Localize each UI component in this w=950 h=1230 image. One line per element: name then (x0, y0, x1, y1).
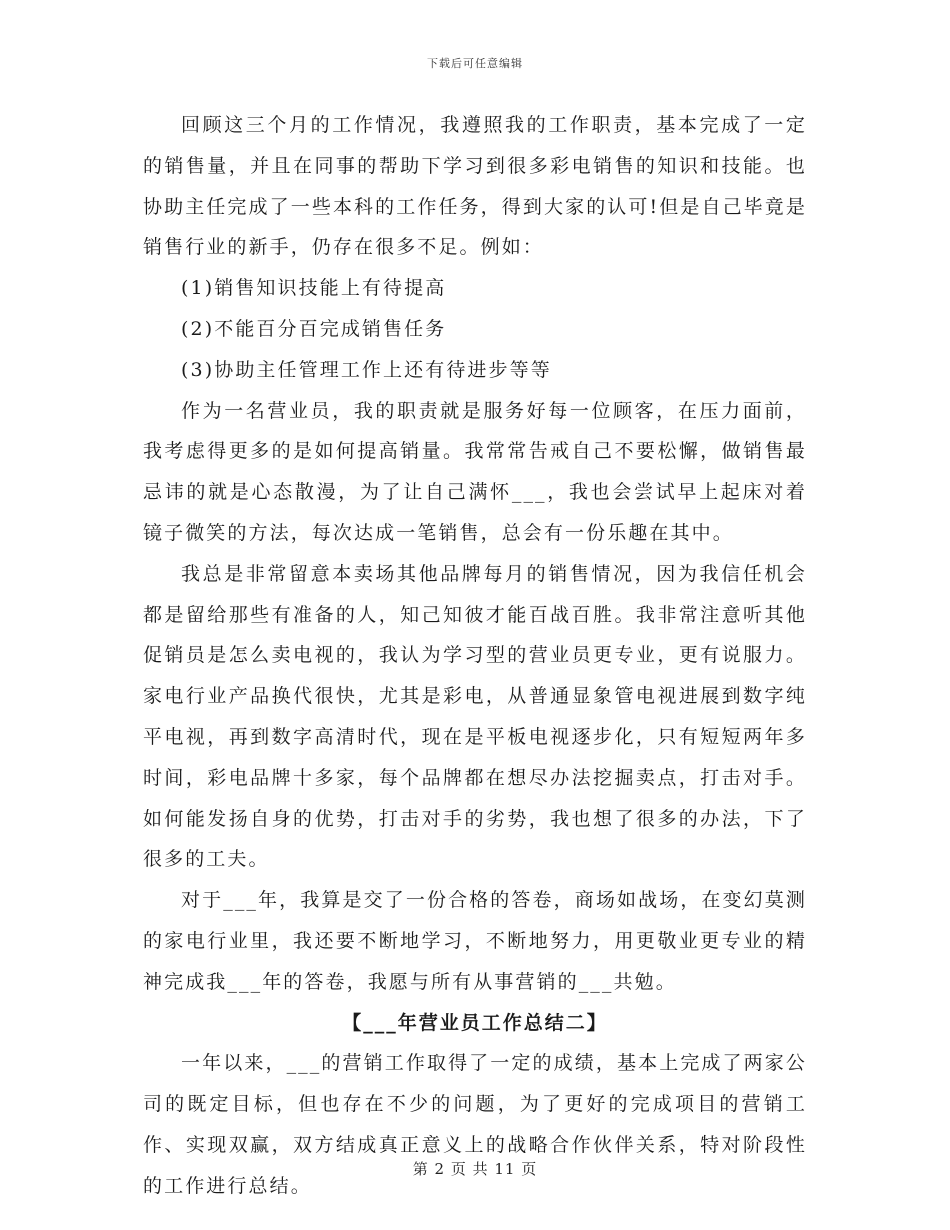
list-item-1: (1)销售知识技能上有待提高 (181, 277, 447, 300)
document-body (143, 105, 807, 1207)
paragraph-duty: 作为一名营业员，我的职责就是服务好每一位顾客，在压力面前，我考虑得更多的是如何提高销量。我常常告戒自己不要松懈，做销售最忌讳的就是心态散漫，为了让自己满怀___，我也会尝试早上起床对着镜子微笑的方法，每次达成一笔销售，总会有一份乐趣在其中。 (143, 399, 807, 544)
paragraph-section2-intro: 一年以来，___的营销工作取得了一定的成绩，基本上完成了两家公司的既定目标，但也存在不少的问题，为了更好的完成项目的营销工作、实现双赢，双方结成真正意义上的战略合作伙伴关系，特对阶段性的工作进行总结。 (143, 1052, 807, 1197)
paragraph-market: 我总是非常留意本卖场其他品牌每月的销售情况，因为我信任机会都是留给那些有准备的人，知己知彼才能百战百胜。我非常注意听其他促销员是怎么卖电视的，我认为学习型的营业员更专业，更有说服力。家电行业产品换代很快，尤其是彩电，从普通显象管电视进展到数字纯平电视，再到数字高清时代，现在是平板电视逐步化，只有短短两年多时间，彩电品牌十多家，每个品牌都在想尽办法挖掘卖点，打击对手。如何能发扬自身的优势，打击对手的劣势，我也想了很多的办法，下了很多的工夫。 (143, 562, 807, 871)
paragraph-review: 回顾这三个月的工作情况，我遵照我的工作职责，基本完成了一定的销售量，并且在同事的帮助下学习到很多彩电销售的知识和技能。也协助主任完成了一些本科的工作任务，得到大家的认可!但是自己毕竟是销售行业的新手，仍存在很多不足。例如： (143, 114, 807, 259)
list-item-2: (2)不能百分百完成销售任务 (181, 317, 447, 340)
paragraph-conclusion: 对于___年，我算是交了一份合格的答卷，商场如战场，在变幻莫测的家电行业里，我还要不断地学习，不断地努力，用更敬业更专业的精神完成我___年的答卷，我愿与所有从事营销的___共勉。 (143, 889, 807, 993)
page-number: 第 2 页 共 11 页 (412, 1160, 538, 1178)
list-item-3: (3)协助主任管理工作上还有待进步等等 (181, 358, 552, 381)
page-header: 下载后可任意编辑 (427, 57, 523, 70)
section-heading: 【___年营业员工作总结二】 (342, 1011, 608, 1034)
